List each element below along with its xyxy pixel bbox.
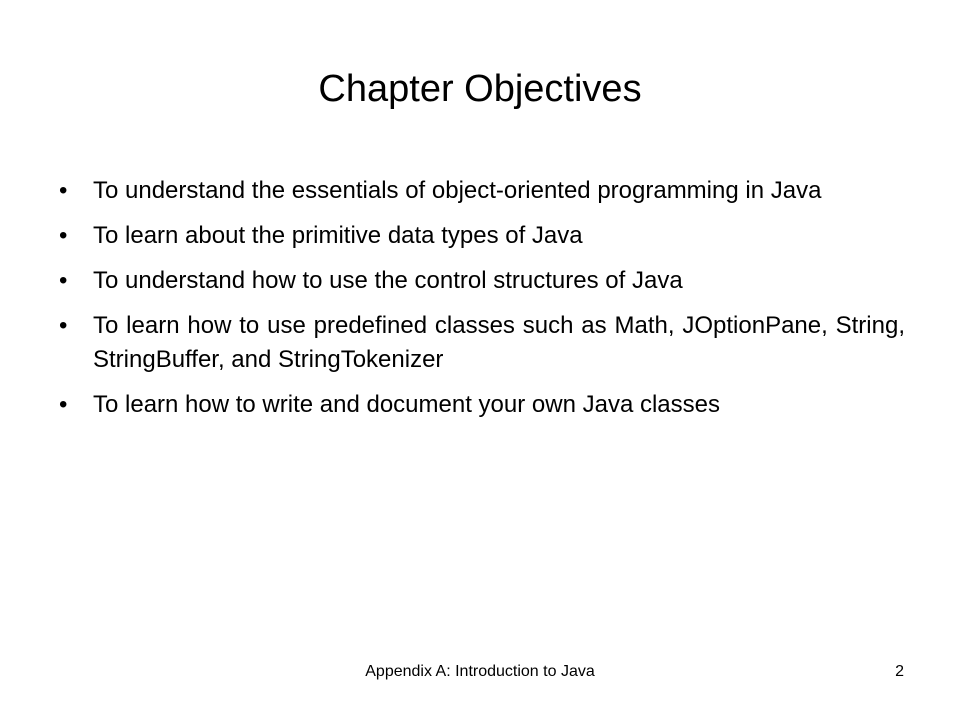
list-item xyxy=(59,309,905,377)
slide-title: Chapter Objectives xyxy=(318,68,642,110)
objectives-list xyxy=(59,174,905,433)
list-item xyxy=(59,264,905,298)
bullet-icon: • xyxy=(59,267,68,294)
bullet-icon: • xyxy=(59,177,68,204)
bullet-text: To learn how to use predefined classes such as Math, JOptionPane, String, StringBuffer, and StringTokenizer xyxy=(93,312,905,373)
bullet-icon: • xyxy=(59,391,68,418)
bullet-text: To understand the essentials of object-oriented programming in Java xyxy=(93,177,822,204)
bullet-text: To learn about the primitive data types of Java xyxy=(93,222,583,249)
footer-title: Appendix A: Introduction to Java xyxy=(365,663,595,680)
bullet-icon: • xyxy=(59,222,68,249)
bullet-icon: • xyxy=(59,312,68,339)
list-item xyxy=(59,174,905,208)
bullet-text: To understand how to use the control structures of Java xyxy=(93,267,683,294)
bullet-text: To learn how to write and document your own Java classes xyxy=(93,391,720,418)
list-item xyxy=(59,219,905,253)
list-item xyxy=(59,388,905,422)
page-number: 2 xyxy=(895,663,904,680)
